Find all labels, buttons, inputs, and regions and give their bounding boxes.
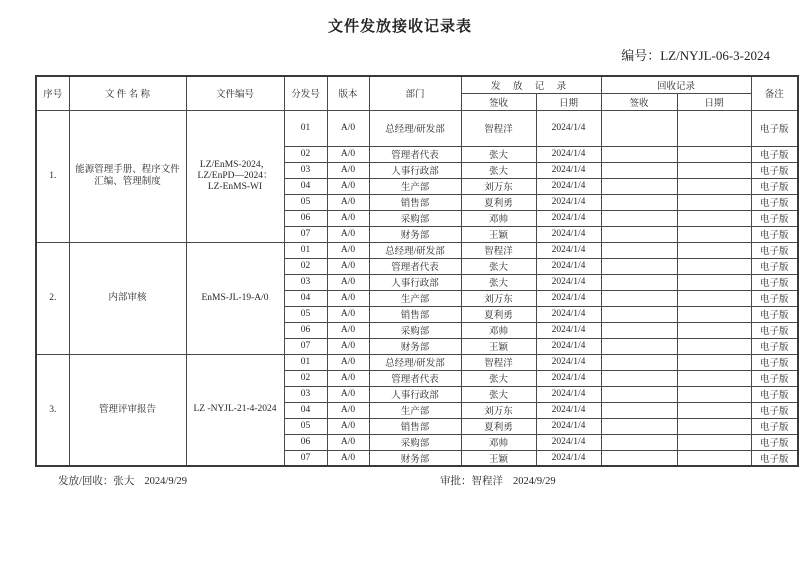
issue-date-cell: 2024/1/4: [536, 258, 601, 274]
recovery-sign-cell: [601, 290, 677, 306]
recovery-sign-cell: [601, 242, 677, 258]
issue-date-cell: 2024/1/4: [536, 242, 601, 258]
department-cell: 采购部: [369, 210, 461, 226]
recovery-date-cell: [677, 434, 751, 450]
header-version: 版本: [327, 76, 369, 110]
dist-no-cell: 07: [284, 450, 327, 466]
recovery-date-cell: [677, 354, 751, 370]
department-cell: 财务部: [369, 338, 461, 354]
department-cell: 生产部: [369, 402, 461, 418]
department-cell: 生产部: [369, 178, 461, 194]
dist-no-cell: 07: [284, 226, 327, 242]
version-cell: A/0: [327, 450, 369, 466]
recovery-sign-cell: [601, 178, 677, 194]
page-title: 文件发放接收记录表: [327, 19, 472, 35]
doc-name-text: 内部审核: [108, 293, 147, 303]
table-body: [36, 110, 798, 466]
recovery-sign-cell: [601, 194, 677, 210]
recovery-sign-cell: [601, 258, 677, 274]
version-cell: A/0: [327, 110, 369, 146]
version-cell: A/0: [327, 210, 369, 226]
issue-sign-cell: 邓帅: [461, 210, 536, 226]
recovery-sign-cell: [601, 370, 677, 386]
doc-name-cell: [69, 242, 186, 354]
issue-sign-cell: 夏利勇: [461, 194, 536, 210]
header-seq: 序号: [36, 76, 69, 110]
remark-cell: 电子版: [751, 418, 798, 434]
dist-no-cell: 02: [284, 146, 327, 162]
header-recovery-record: 回收记录: [601, 76, 751, 93]
recovery-date-cell: [677, 274, 751, 290]
issue-sign-cell: 刘万东: [461, 290, 536, 306]
recovery-sign-cell: [601, 418, 677, 434]
issue-sign-cell: 张大: [461, 146, 536, 162]
doc-name-text: 能源管理手册、程序文件汇编、管理制度: [75, 165, 180, 187]
issue-date-cell: 2024/1/4: [536, 434, 601, 450]
version-cell: A/0: [327, 194, 369, 210]
version-cell: A/0: [327, 258, 369, 274]
footer-issue-recovery-date: 2024/9/29: [144, 476, 188, 487]
version-cell: A/0: [327, 338, 369, 354]
issue-date-cell: 2024/1/4: [536, 178, 601, 194]
issue-sign-cell: 王颖: [461, 338, 536, 354]
seq-cell: 2.: [36, 242, 69, 354]
recovery-date-cell: [677, 162, 751, 178]
remark-cell: 电子版: [751, 354, 798, 370]
header-recovery-date: 日期: [677, 93, 751, 110]
dist-no-cell: 06: [284, 210, 327, 226]
remark-cell: 电子版: [751, 338, 798, 354]
issue-sign-cell: 刘万东: [461, 402, 536, 418]
recovery-date-cell: [677, 194, 751, 210]
version-cell: A/0: [327, 322, 369, 338]
department-cell: 管理者代表: [369, 258, 461, 274]
issue-sign-cell: 刘万东: [461, 178, 536, 194]
issue-sign-cell: 张大: [461, 370, 536, 386]
version-cell: A/0: [327, 434, 369, 450]
issue-sign-cell: 王颖: [461, 226, 536, 242]
version-cell: A/0: [327, 178, 369, 194]
version-cell: A/0: [327, 402, 369, 418]
issue-date-cell: 2024/1/4: [536, 370, 601, 386]
header-department: 部门: [369, 76, 461, 110]
dist-no-cell: 04: [284, 290, 327, 306]
remark-cell: 电子版: [751, 258, 798, 274]
version-cell: A/0: [327, 226, 369, 242]
seq-cell: 1.: [36, 110, 69, 242]
recovery-date-cell: [677, 242, 751, 258]
header-remark: 备注: [751, 76, 798, 110]
department-cell: 人事行政部: [369, 386, 461, 402]
recovery-date-cell: [677, 290, 751, 306]
doc-code-line: LZ/EnMS-2024，: [199, 159, 271, 170]
remark-cell: 电子版: [751, 290, 798, 306]
recovery-sign-cell: [601, 386, 677, 402]
recovery-sign-cell: [601, 354, 677, 370]
doc-code-line: LZ-EnMS-WI: [207, 181, 263, 192]
table-row: [36, 110, 798, 146]
doc-code-cell: [186, 354, 284, 466]
issue-date-cell: 2024/1/4: [536, 110, 601, 146]
recovery-sign-cell: [601, 402, 677, 418]
doc-number-label: 编号：: [621, 48, 661, 63]
doc-code-cell: [186, 242, 284, 354]
issue-date-cell: 2024/1/4: [536, 402, 601, 418]
issue-date-cell: 2024/1/4: [536, 354, 601, 370]
issue-date-cell: 2024/1/4: [536, 290, 601, 306]
issue-sign-cell: 张大: [461, 274, 536, 290]
version-cell: A/0: [327, 274, 369, 290]
recovery-date-cell: [677, 418, 751, 434]
remark-cell: 电子版: [751, 146, 798, 162]
issue-date-cell: 2024/1/4: [536, 146, 601, 162]
recovery-sign-cell: [601, 226, 677, 242]
doc-code-line: EnMS-JL-19-A/0: [201, 292, 269, 303]
recovery-sign-cell: [601, 306, 677, 322]
department-cell: 总经理/研发部: [369, 354, 461, 370]
footer-issue-recovery: [58, 473, 187, 488]
version-cell: A/0: [327, 370, 369, 386]
remark-cell: 电子版: [751, 386, 798, 402]
department-cell: 生产部: [369, 290, 461, 306]
dist-no-cell: 01: [284, 354, 327, 370]
remark-cell: 电子版: [751, 110, 798, 146]
version-cell: A/0: [327, 418, 369, 434]
table-row: [36, 242, 798, 258]
doc-number: [0, 45, 800, 64]
dist-no-cell: 02: [284, 370, 327, 386]
issue-sign-cell: 邓帅: [461, 434, 536, 450]
doc-name-text: 管理评审报告: [98, 404, 156, 415]
footer-approval-name: 智程洋: [471, 476, 503, 487]
issue-date-cell: 2024/1/4: [536, 274, 601, 290]
issue-date-cell: 2024/1/4: [536, 322, 601, 338]
version-cell: A/0: [327, 146, 369, 162]
department-cell: 采购部: [369, 434, 461, 450]
dist-no-cell: 04: [284, 402, 327, 418]
remark-cell: 电子版: [751, 242, 798, 258]
seq-cell: 3.: [36, 354, 69, 466]
doc-name-cell: [69, 110, 186, 242]
department-cell: 销售部: [369, 306, 461, 322]
issue-sign-cell: 王颖: [461, 450, 536, 466]
version-cell: A/0: [327, 290, 369, 306]
header-issue-sign: 签收: [461, 93, 536, 110]
dist-no-cell: 03: [284, 386, 327, 402]
department-cell: 管理者代表: [369, 146, 461, 162]
issue-date-cell: 2024/1/4: [536, 210, 601, 226]
recovery-date-cell: [677, 450, 751, 466]
footer-issue-recovery-name: 张大: [113, 476, 135, 487]
remark-cell: 电子版: [751, 450, 798, 466]
issue-date-cell: 2024/1/4: [536, 306, 601, 322]
remark-cell: 电子版: [751, 274, 798, 290]
issue-date-cell: 2024/1/4: [536, 226, 601, 242]
department-cell: 财务部: [369, 450, 461, 466]
doc-code-line: LZ/EnPD—2024：: [197, 170, 273, 181]
remark-cell: 电子版: [751, 210, 798, 226]
recovery-sign-cell: [601, 210, 677, 226]
issue-date-cell: 2024/1/4: [536, 450, 601, 466]
footer-issue-recovery-label: 发放/回收：: [58, 476, 114, 487]
department-cell: 财务部: [369, 226, 461, 242]
header-issue-date: 日期: [536, 93, 601, 110]
department-cell: 销售部: [369, 418, 461, 434]
header-doc-name: 文 件 名 称: [69, 76, 186, 110]
recovery-date-cell: [677, 178, 751, 194]
department-cell: 人事行政部: [369, 162, 461, 178]
dist-no-cell: 05: [284, 418, 327, 434]
footer-approval-date: 2024/9/29: [513, 476, 556, 487]
issue-date-cell: 2024/1/4: [536, 194, 601, 210]
recovery-date-cell: [677, 226, 751, 242]
dist-no-cell: 01: [284, 110, 327, 146]
issue-date-cell: 2024/1/4: [536, 418, 601, 434]
issue-sign-cell: 夏利勇: [461, 418, 536, 434]
recovery-date-cell: [677, 258, 751, 274]
department-cell: 总经理/研发部: [369, 110, 461, 146]
record-table: [35, 75, 799, 467]
department-cell: 销售部: [369, 194, 461, 210]
recovery-sign-cell: [601, 110, 677, 146]
issue-sign-cell: 智程洋: [461, 354, 536, 370]
recovery-sign-cell: [601, 322, 677, 338]
issue-date-cell: 2024/1/4: [536, 386, 601, 402]
recovery-date-cell: [677, 306, 751, 322]
remark-cell: 电子版: [751, 402, 798, 418]
dist-no-cell: 05: [284, 194, 327, 210]
header-doc-code: 文件编号: [186, 76, 284, 110]
recovery-date-cell: [677, 322, 751, 338]
dist-no-cell: 06: [284, 434, 327, 450]
doc-code-line: LZ -NYJL-21-4-2024: [193, 404, 277, 415]
remark-cell: 电子版: [751, 178, 798, 194]
issue-sign-cell: 张大: [461, 386, 536, 402]
dist-no-cell: 07: [284, 338, 327, 354]
remark-cell: 电子版: [751, 370, 798, 386]
doc-name-cell: [69, 354, 186, 466]
table-row: [36, 354, 798, 370]
recovery-date-cell: [677, 386, 751, 402]
department-cell: 采购部: [369, 322, 461, 338]
doc-number-value: LZ/NYJL-06-3-2024: [660, 48, 770, 63]
recovery-sign-cell: [601, 162, 677, 178]
department-cell: 人事行政部: [369, 274, 461, 290]
footer-approval-label: 审批：: [440, 476, 472, 487]
recovery-sign-cell: [601, 434, 677, 450]
remark-cell: 电子版: [751, 194, 798, 210]
recovery-date-cell: [677, 146, 751, 162]
doc-code-cell: [186, 110, 284, 242]
issue-sign-cell: 智程洋: [461, 110, 536, 146]
recovery-date-cell: [677, 110, 751, 146]
department-cell: 管理者代表: [369, 370, 461, 386]
header-issue-record: 发 放 记 录: [461, 76, 601, 93]
header-dist-no: 分发号: [284, 76, 327, 110]
remark-cell: 电子版: [751, 226, 798, 242]
dist-no-cell: 03: [284, 274, 327, 290]
recovery-sign-cell: [601, 450, 677, 466]
version-cell: A/0: [327, 242, 369, 258]
issue-sign-cell: 张大: [461, 258, 536, 274]
version-cell: A/0: [327, 386, 369, 402]
remark-cell: 电子版: [751, 434, 798, 450]
dist-no-cell: 02: [284, 258, 327, 274]
recovery-date-cell: [677, 338, 751, 354]
remark-cell: 电子版: [751, 162, 798, 178]
issue-date-cell: 2024/1/4: [536, 338, 601, 354]
dist-no-cell: 01: [284, 242, 327, 258]
recovery-date-cell: [677, 370, 751, 386]
remark-cell: 电子版: [751, 322, 798, 338]
version-cell: A/0: [327, 162, 369, 178]
recovery-date-cell: [677, 210, 751, 226]
remark-cell: 电子版: [751, 306, 798, 322]
footer-approval: [440, 473, 556, 488]
dist-no-cell: 03: [284, 162, 327, 178]
dist-no-cell: 06: [284, 322, 327, 338]
issue-sign-cell: 夏利勇: [461, 306, 536, 322]
version-cell: A/0: [327, 306, 369, 322]
recovery-sign-cell: [601, 338, 677, 354]
issue-sign-cell: 张大: [461, 162, 536, 178]
department-cell: 总经理/研发部: [369, 242, 461, 258]
issue-date-cell: 2024/1/4: [536, 162, 601, 178]
recovery-date-cell: [677, 402, 751, 418]
version-cell: A/0: [327, 354, 369, 370]
header-row-1: [36, 76, 798, 93]
dist-no-cell: 05: [284, 306, 327, 322]
dist-no-cell: 04: [284, 178, 327, 194]
recovery-sign-cell: [601, 274, 677, 290]
header-recovery-sign: 签收: [601, 93, 677, 110]
issue-sign-cell: 智程洋: [461, 242, 536, 258]
issue-sign-cell: 邓帅: [461, 322, 536, 338]
recovery-sign-cell: [601, 146, 677, 162]
